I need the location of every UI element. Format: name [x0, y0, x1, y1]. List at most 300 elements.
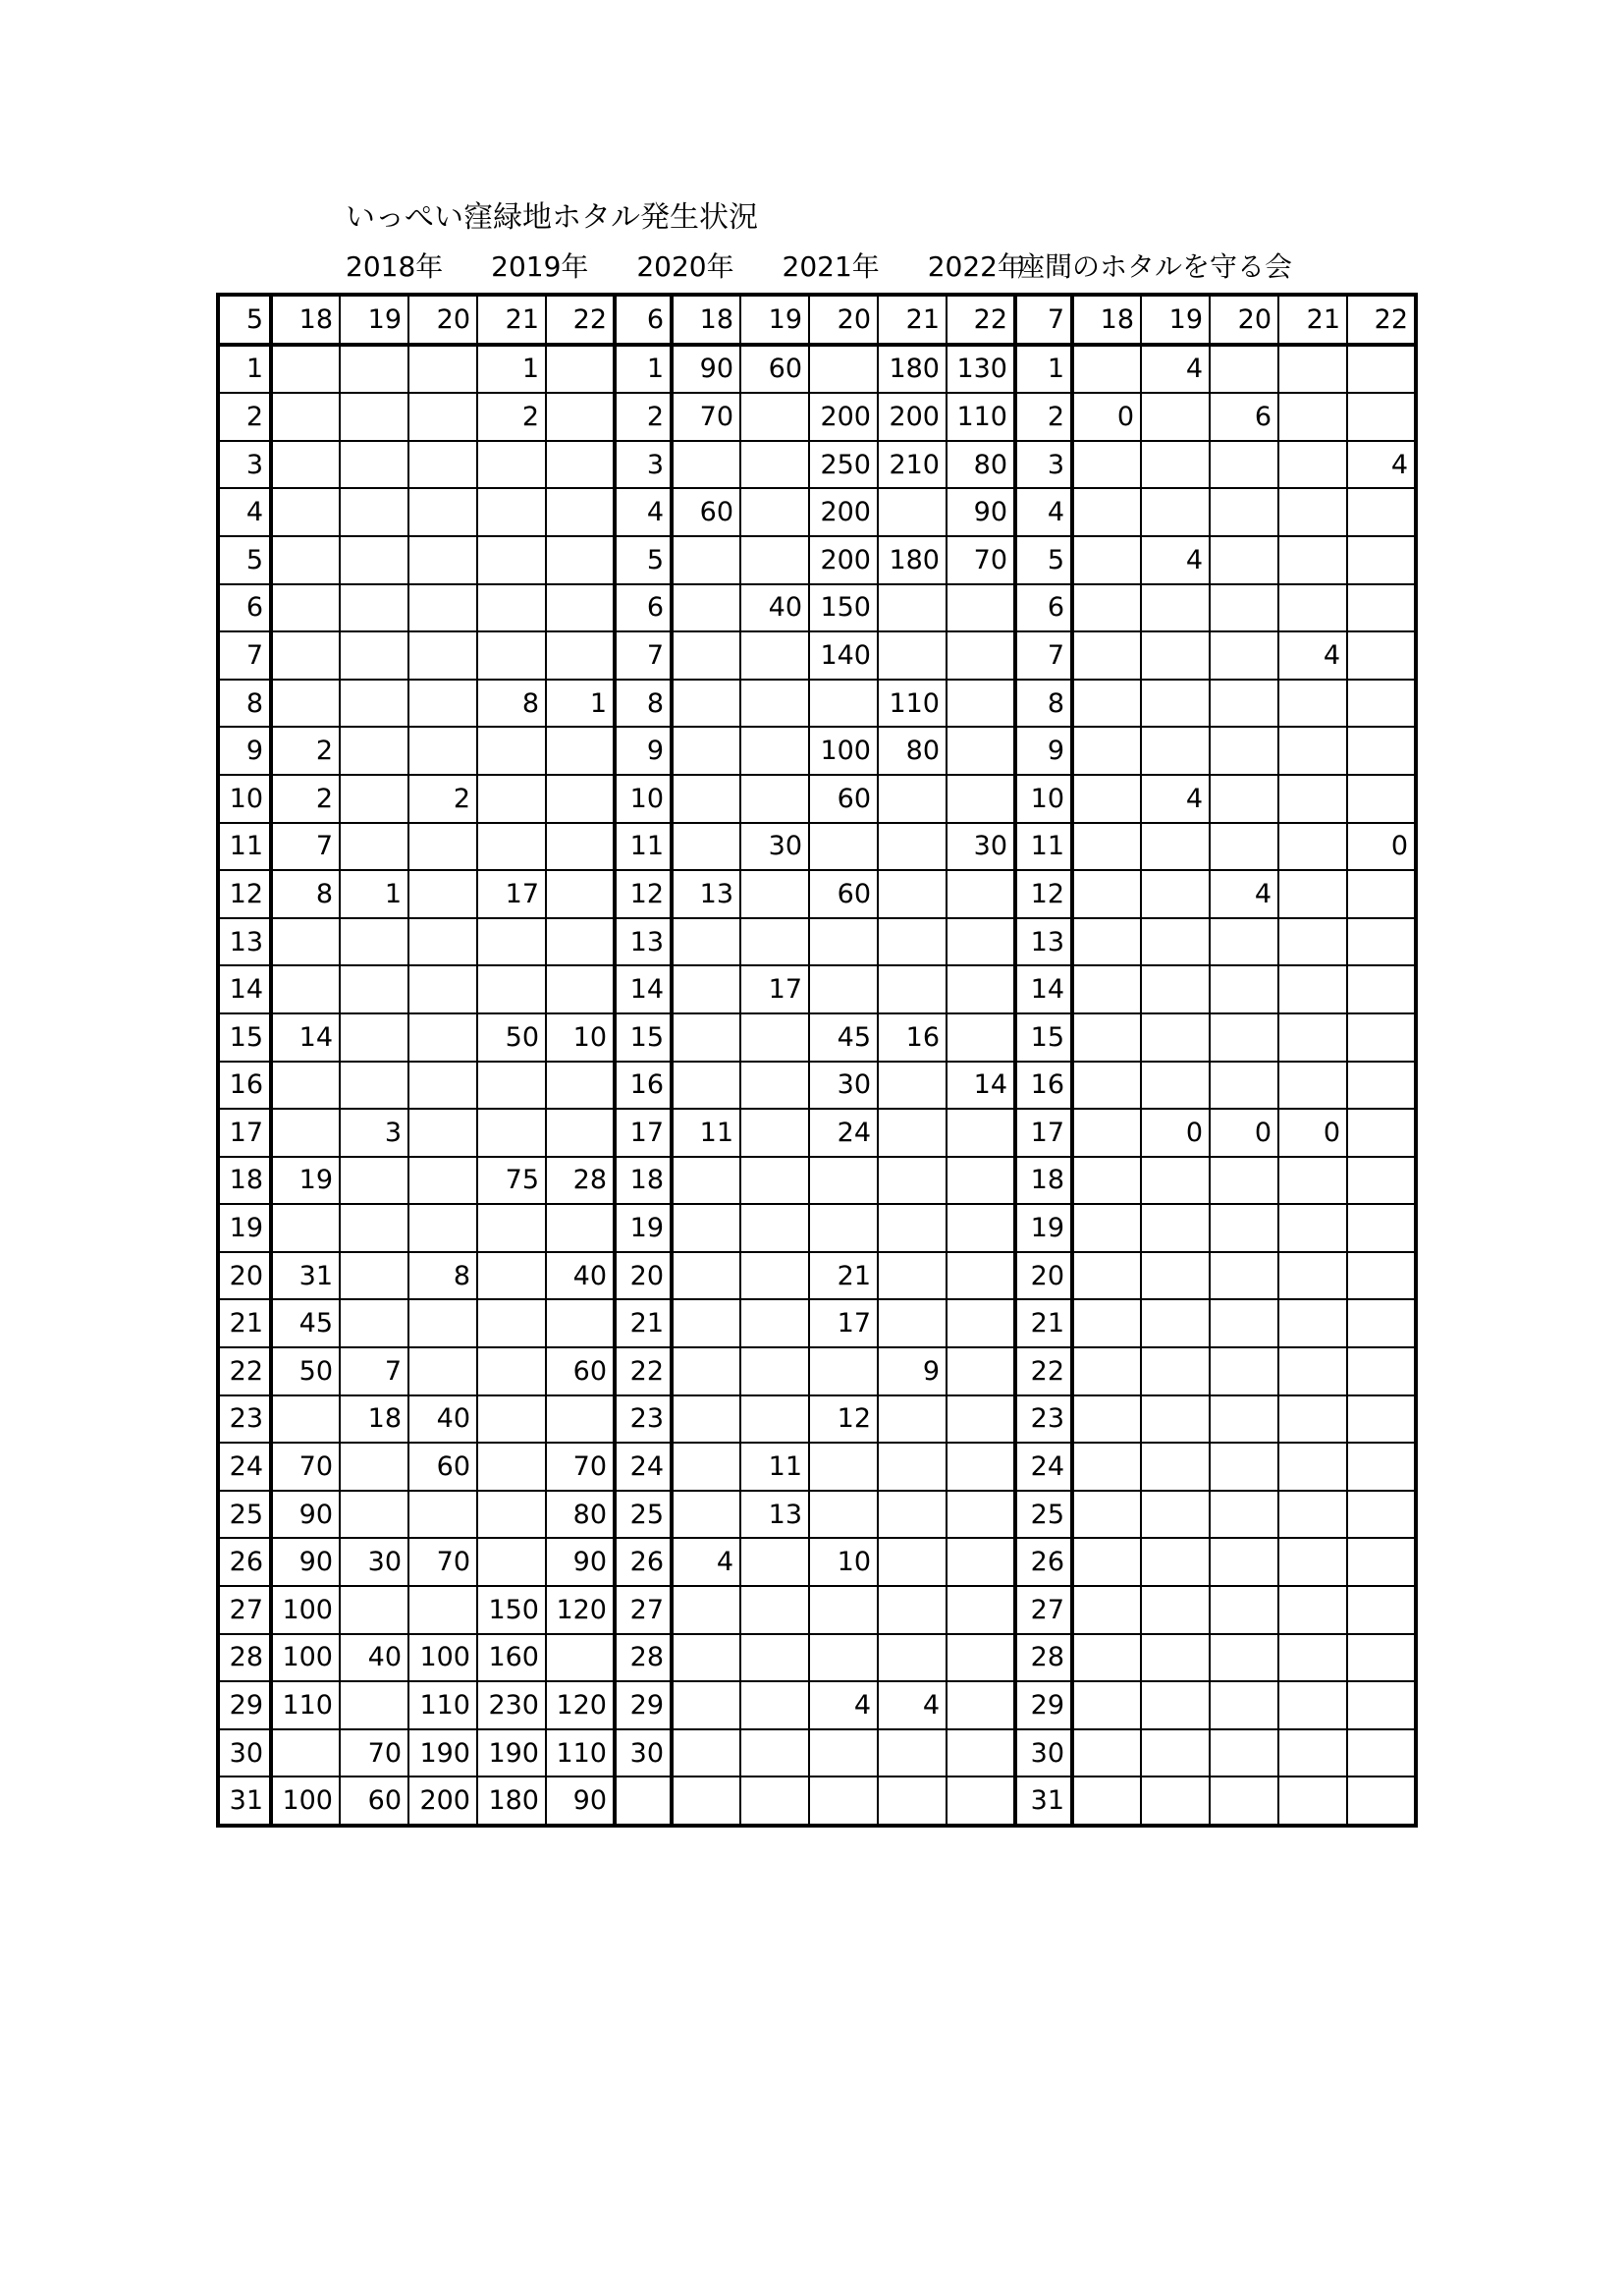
table-row	[218, 345, 1416, 394]
count-cell	[947, 965, 1015, 1013]
day-label: 16	[615, 1062, 672, 1110]
day-label: 1	[218, 345, 271, 394]
count-cell	[1210, 1252, 1278, 1300]
count-cell	[1072, 870, 1141, 918]
count-cell	[546, 584, 615, 632]
count-cell: 60	[809, 775, 878, 823]
count-cell	[477, 1299, 546, 1347]
count-cell	[947, 1729, 1015, 1777]
count-cell	[1347, 1013, 1416, 1062]
count-cell	[878, 870, 947, 918]
year-column-header: 21	[878, 295, 947, 345]
count-cell	[271, 918, 340, 966]
year-column-header: 18	[271, 295, 340, 345]
day-label: 27	[218, 1586, 271, 1634]
table-row	[218, 1538, 1416, 1586]
count-cell	[1141, 823, 1210, 871]
count-cell	[477, 823, 546, 871]
count-cell: 12	[809, 1395, 878, 1444]
count-cell	[1347, 1204, 1416, 1252]
count-cell	[740, 775, 809, 823]
count-cell	[1278, 1443, 1347, 1491]
count-cell	[1278, 1777, 1347, 1826]
count-cell	[809, 1204, 878, 1252]
count-cell	[408, 1062, 477, 1110]
organization-name: 座間のホタルを守る会	[1017, 250, 1293, 283]
day-label: 2	[218, 393, 271, 441]
count-cell	[809, 918, 878, 966]
day-label: 26	[615, 1538, 672, 1586]
count-cell: 180	[878, 536, 947, 584]
count-cell	[1141, 965, 1210, 1013]
count-cell: 1	[340, 870, 408, 918]
count-cell	[878, 1299, 947, 1347]
day-label: 20	[218, 1252, 271, 1300]
count-cell	[1072, 1634, 1141, 1682]
count-cell	[740, 918, 809, 966]
count-cell	[340, 918, 408, 966]
count-cell	[1141, 1538, 1210, 1586]
count-cell	[340, 1157, 408, 1205]
day-label: 18	[615, 1157, 672, 1205]
count-cell: 200	[809, 393, 878, 441]
count-cell	[947, 1491, 1015, 1539]
count-cell	[477, 1109, 546, 1157]
table-row	[218, 680, 1416, 728]
count-cell: 17	[809, 1299, 878, 1347]
count-cell	[546, 536, 615, 584]
count-cell	[947, 1634, 1015, 1682]
count-cell: 70	[546, 1443, 615, 1491]
count-cell	[340, 1062, 408, 1110]
count-cell	[1278, 1586, 1347, 1634]
count-cell	[1072, 727, 1141, 775]
table-row	[218, 441, 1416, 489]
count-cell	[1347, 1777, 1416, 1826]
day-label: 29	[615, 1681, 672, 1729]
count-cell	[1210, 965, 1278, 1013]
count-cell	[878, 1777, 947, 1826]
day-label: 13	[218, 918, 271, 966]
count-cell: 75	[477, 1157, 546, 1205]
day-label: 22	[615, 1347, 672, 1395]
count-cell	[672, 823, 740, 871]
day-label: 3	[615, 441, 672, 489]
day-label: 2	[615, 393, 672, 441]
count-cell	[340, 1443, 408, 1491]
count-cell: 60	[340, 1777, 408, 1826]
count-cell	[809, 1347, 878, 1395]
count-cell: 30	[340, 1538, 408, 1586]
count-cell	[878, 1634, 947, 1682]
count-cell	[1347, 1491, 1416, 1539]
day-label: 26	[1015, 1538, 1072, 1586]
count-cell	[1141, 918, 1210, 966]
count-cell: 100	[271, 1777, 340, 1826]
count-cell: 4	[1210, 870, 1278, 918]
count-cell	[809, 1586, 878, 1634]
day-label: 25	[615, 1491, 672, 1539]
day-label: 4	[1015, 488, 1072, 536]
count-cell: 4	[1347, 441, 1416, 489]
table-row	[218, 727, 1416, 775]
count-cell	[477, 918, 546, 966]
count-cell	[878, 1157, 947, 1205]
count-cell	[672, 1777, 740, 1826]
table-row	[218, 870, 1416, 918]
count-cell	[809, 345, 878, 394]
count-cell	[477, 488, 546, 536]
count-cell	[1278, 1395, 1347, 1444]
count-cell	[477, 727, 546, 775]
count-cell	[271, 441, 340, 489]
count-cell	[271, 680, 340, 728]
count-cell	[672, 1395, 740, 1444]
count-cell	[1210, 1013, 1278, 1062]
day-label: 24	[1015, 1443, 1072, 1491]
count-cell	[1210, 918, 1278, 966]
count-cell	[1210, 1443, 1278, 1491]
count-cell: 110	[947, 393, 1015, 441]
count-cell	[672, 1013, 740, 1062]
count-cell	[878, 1491, 947, 1539]
count-cell: 80	[947, 441, 1015, 489]
count-cell	[340, 823, 408, 871]
count-cell: 13	[672, 870, 740, 918]
count-cell	[1347, 1347, 1416, 1395]
count-cell	[1347, 1586, 1416, 1634]
day-label: 14	[1015, 965, 1072, 1013]
count-cell	[1347, 918, 1416, 966]
day-label: 9	[1015, 727, 1072, 775]
count-cell	[1141, 1157, 1210, 1205]
count-cell	[740, 1013, 809, 1062]
day-label: 26	[218, 1538, 271, 1586]
count-cell	[740, 1157, 809, 1205]
count-cell	[947, 1157, 1015, 1205]
count-cell: 80	[546, 1491, 615, 1539]
count-cell	[271, 1729, 340, 1777]
month-label: 6	[615, 295, 672, 345]
day-label: 18	[1015, 1157, 1072, 1205]
count-cell	[1278, 393, 1347, 441]
day-label: 6	[615, 584, 672, 632]
count-cell	[1278, 1729, 1347, 1777]
count-cell	[1141, 870, 1210, 918]
count-cell	[878, 488, 947, 536]
count-cell	[1347, 1634, 1416, 1682]
count-cell	[809, 1157, 878, 1205]
count-cell: 60	[408, 1443, 477, 1491]
count-cell: 40	[546, 1252, 615, 1300]
count-cell	[878, 1538, 947, 1586]
count-cell	[1347, 680, 1416, 728]
day-label: 28	[218, 1634, 271, 1682]
count-cell	[1210, 1157, 1278, 1205]
count-cell	[1278, 965, 1347, 1013]
count-cell: 4	[1141, 345, 1210, 394]
count-cell	[1141, 1013, 1210, 1062]
month-label: 5	[218, 295, 271, 345]
day-label: 10	[1015, 775, 1072, 823]
count-cell	[546, 488, 615, 536]
count-cell	[1210, 488, 1278, 536]
day-label: 31	[218, 1777, 271, 1826]
count-cell	[408, 1157, 477, 1205]
count-cell	[740, 1538, 809, 1586]
count-cell	[271, 1204, 340, 1252]
day-label: 7	[218, 631, 271, 680]
year-label: 2019年	[491, 250, 589, 283]
count-cell: 28	[546, 1157, 615, 1205]
count-cell	[809, 1729, 878, 1777]
count-cell	[1278, 775, 1347, 823]
count-cell	[1072, 1777, 1141, 1826]
count-cell: 19	[271, 1157, 340, 1205]
count-cell: 90	[271, 1538, 340, 1586]
day-label: 8	[615, 680, 672, 728]
count-cell: 70	[408, 1538, 477, 1586]
table-row	[218, 488, 1416, 536]
table-row	[218, 393, 1416, 441]
count-cell: 21	[809, 1252, 878, 1300]
count-cell	[1072, 680, 1141, 728]
day-label: 12	[218, 870, 271, 918]
count-cell: 45	[809, 1013, 878, 1062]
day-label: 27	[615, 1586, 672, 1634]
count-cell	[1141, 441, 1210, 489]
count-cell	[740, 1109, 809, 1157]
count-cell	[1141, 1634, 1210, 1682]
count-cell: 150	[477, 1586, 546, 1634]
day-label: 8	[218, 680, 271, 728]
count-cell	[1278, 345, 1347, 394]
table-row	[218, 823, 1416, 871]
year-column-header: 21	[1278, 295, 1347, 345]
count-cell	[1210, 1777, 1278, 1826]
count-cell	[740, 1204, 809, 1252]
count-cell	[271, 1109, 340, 1157]
count-cell: 100	[408, 1634, 477, 1682]
count-cell: 200	[878, 393, 947, 441]
day-label: 30	[218, 1729, 271, 1777]
count-cell: 60	[546, 1347, 615, 1395]
count-cell	[740, 1347, 809, 1395]
count-cell: 90	[546, 1538, 615, 1586]
count-cell: 100	[809, 727, 878, 775]
count-cell: 9	[878, 1347, 947, 1395]
count-cell	[1347, 1157, 1416, 1205]
count-cell	[878, 965, 947, 1013]
count-cell	[1141, 393, 1210, 441]
count-cell	[672, 680, 740, 728]
count-cell	[1072, 1443, 1141, 1491]
count-cell	[1141, 1491, 1210, 1539]
document-title: いっぺい窪緑地ホタル発生状況	[346, 200, 758, 235]
count-cell	[740, 680, 809, 728]
count-cell	[1141, 1062, 1210, 1110]
count-cell	[1210, 1586, 1278, 1634]
day-label: 28	[1015, 1634, 1072, 1682]
year-column-header: 22	[546, 295, 615, 345]
count-cell	[1347, 584, 1416, 632]
count-cell	[340, 727, 408, 775]
count-cell	[878, 775, 947, 823]
count-cell	[340, 965, 408, 1013]
count-cell: 7	[340, 1347, 408, 1395]
count-cell: 8	[477, 680, 546, 728]
count-cell	[1210, 1729, 1278, 1777]
count-cell	[1347, 1538, 1416, 1586]
count-cell	[546, 918, 615, 966]
count-cell: 45	[271, 1299, 340, 1347]
count-cell	[340, 1491, 408, 1539]
count-cell	[947, 1443, 1015, 1491]
count-cell	[1347, 1395, 1416, 1444]
count-cell	[340, 680, 408, 728]
count-cell: 90	[947, 488, 1015, 536]
count-cell	[340, 775, 408, 823]
count-cell	[271, 584, 340, 632]
day-label: 22	[1015, 1347, 1072, 1395]
day-label: 20	[1015, 1252, 1072, 1300]
count-cell: 2	[477, 393, 546, 441]
count-cell	[740, 1586, 809, 1634]
count-cell	[1347, 775, 1416, 823]
day-label: 24	[615, 1443, 672, 1491]
count-cell	[1210, 441, 1278, 489]
count-cell	[1210, 1681, 1278, 1729]
day-label: 1	[1015, 345, 1072, 394]
count-cell: 60	[740, 345, 809, 394]
count-cell	[408, 1586, 477, 1634]
count-cell	[740, 441, 809, 489]
count-cell	[672, 584, 740, 632]
count-cell	[340, 393, 408, 441]
count-cell	[1347, 1681, 1416, 1729]
count-cell	[740, 488, 809, 536]
count-cell	[546, 775, 615, 823]
count-cell	[408, 584, 477, 632]
count-cell	[1072, 631, 1141, 680]
count-cell	[546, 345, 615, 394]
count-cell	[408, 680, 477, 728]
count-cell	[1347, 1443, 1416, 1491]
count-cell	[947, 1538, 1015, 1586]
day-label: 12	[1015, 870, 1072, 918]
count-cell	[672, 1634, 740, 1682]
day-label: 29	[1015, 1681, 1072, 1729]
count-cell	[740, 631, 809, 680]
count-cell	[1347, 1252, 1416, 1300]
count-cell	[1072, 1395, 1141, 1444]
day-label: 5	[218, 536, 271, 584]
count-cell	[1278, 680, 1347, 728]
count-cell	[947, 1013, 1015, 1062]
count-cell: 0	[1072, 393, 1141, 441]
day-label: 14	[615, 965, 672, 1013]
count-cell: 10	[809, 1538, 878, 1586]
count-cell: 200	[408, 1777, 477, 1826]
day-label: 10	[615, 775, 672, 823]
day-label: 10	[218, 775, 271, 823]
count-cell	[1072, 1062, 1141, 1110]
day-label: 23	[218, 1395, 271, 1444]
count-cell	[947, 1204, 1015, 1252]
count-cell	[1072, 823, 1141, 871]
count-cell	[408, 1013, 477, 1062]
count-cell	[1278, 823, 1347, 871]
count-cell	[947, 1109, 1015, 1157]
table-row	[218, 584, 1416, 632]
count-cell	[546, 870, 615, 918]
count-cell	[1210, 1204, 1278, 1252]
count-cell	[672, 1681, 740, 1729]
count-cell	[947, 870, 1015, 918]
count-cell: 1	[546, 680, 615, 728]
count-cell: 8	[408, 1252, 477, 1300]
count-cell: 0	[1347, 823, 1416, 871]
count-cell: 90	[672, 345, 740, 394]
count-cell	[672, 441, 740, 489]
count-cell	[947, 727, 1015, 775]
count-cell	[1141, 1729, 1210, 1777]
count-cell	[1278, 488, 1347, 536]
count-cell: 4	[878, 1681, 947, 1729]
day-label: 4	[615, 488, 672, 536]
count-cell	[340, 1013, 408, 1062]
count-cell	[740, 1395, 809, 1444]
count-cell	[672, 1157, 740, 1205]
count-cell	[408, 1109, 477, 1157]
count-cell	[672, 1299, 740, 1347]
count-cell	[546, 1299, 615, 1347]
count-cell	[1278, 1204, 1347, 1252]
count-cell	[947, 918, 1015, 966]
count-cell	[271, 393, 340, 441]
count-cell	[1141, 1299, 1210, 1347]
count-cell	[947, 775, 1015, 823]
count-cell	[740, 1634, 809, 1682]
count-cell	[477, 631, 546, 680]
count-cell	[878, 1252, 947, 1300]
day-label: 5	[615, 536, 672, 584]
count-cell	[740, 1681, 809, 1729]
table-row	[218, 1299, 1416, 1347]
count-cell	[1278, 1538, 1347, 1586]
day-label: 9	[218, 727, 271, 775]
count-cell	[1072, 1729, 1141, 1777]
count-cell: 70	[672, 393, 740, 441]
count-cell: 14	[271, 1013, 340, 1062]
count-cell	[546, 1062, 615, 1110]
count-cell	[672, 727, 740, 775]
count-cell	[340, 631, 408, 680]
count-cell: 180	[477, 1777, 546, 1826]
count-cell	[408, 1347, 477, 1395]
count-cell: 130	[947, 345, 1015, 394]
year-column-header: 20	[809, 295, 878, 345]
count-cell	[1347, 1062, 1416, 1110]
year-column-header: 22	[947, 295, 1015, 345]
count-cell	[477, 1395, 546, 1444]
count-cell	[672, 1252, 740, 1300]
count-cell	[1347, 536, 1416, 584]
day-label: 31	[1015, 1777, 1072, 1826]
count-cell	[1141, 1586, 1210, 1634]
count-cell: 50	[477, 1013, 546, 1062]
count-cell	[340, 488, 408, 536]
